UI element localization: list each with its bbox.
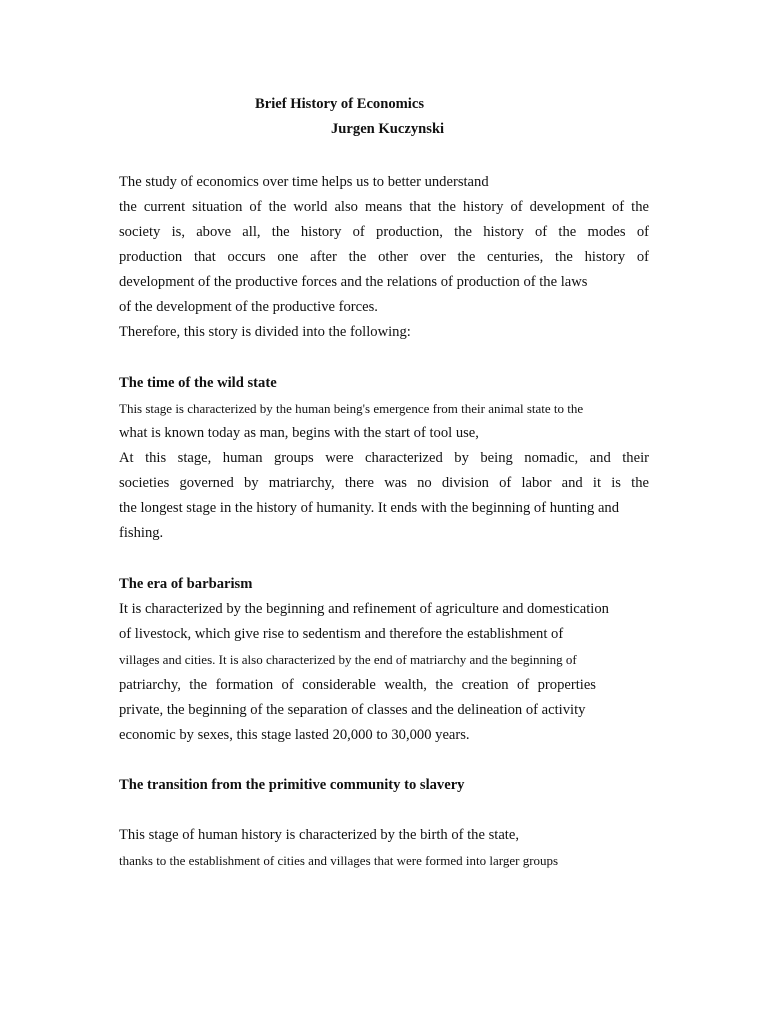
section-line: thanks to the establishment of cities and villages that were formed into larger groups (119, 853, 559, 868)
section-heading: The era of barbarism (119, 576, 253, 592)
section-heading: The time of the wild state (119, 375, 277, 391)
document-title: Brief History of Economics (255, 96, 425, 112)
intro-line: production that occurs one after the other over the centuries, the history of (119, 249, 649, 265)
section-line: This stage of human history is characterized by the birth of the state, (119, 827, 519, 843)
section-line: patriarchy, the formation of considerable wealth, the creation of properties (119, 677, 596, 693)
intro-line: Therefore, this story is divided into the following: (119, 324, 411, 340)
section-line: economic by sexes, this stage lasted 20,000 to 30,000 years. (119, 727, 470, 743)
section-line: private, the beginning of the separation of classes and the delineation of activity (119, 702, 586, 718)
section-line: It is characterized by the beginning and refinement of agriculture and domestication (119, 601, 609, 617)
intro-line: development of the productive forces and the relations of production of the laws (119, 274, 588, 290)
section-line: fishing. (119, 525, 164, 541)
section-line: villages and cities. It is also characterized by the end of matriarchy and the beginning of (119, 652, 577, 667)
section-line: the longest stage in the history of humanity. It ends with the beginning of hunting and (119, 500, 620, 516)
document-author: Jurgen Kuczynski (331, 121, 445, 137)
section-line: This stage is characterized by the human being's emergence from their animal state to the (119, 401, 584, 416)
intro-line: The study of economics over time helps us to better understand (119, 174, 489, 190)
section-line: societies governed by matriarchy, there was no division of labor and it is the (119, 475, 649, 491)
section-heading: The transition from the primitive community to slavery (119, 777, 465, 793)
intro-line: of the development of the productive forces. (119, 299, 378, 315)
section-line: what is known today as man, begins with the start of tool use, (119, 425, 479, 441)
section-line: At this stage, human groups were characterized by being nomadic, and their (119, 450, 649, 466)
intro-line: society is, above all, the history of production, the history of the modes of (119, 224, 649, 240)
section-line: of livestock, which give rise to sedentism and therefore the establishment of (119, 626, 564, 642)
intro-line: the current situation of the world also means that the history of development of the (119, 199, 649, 215)
